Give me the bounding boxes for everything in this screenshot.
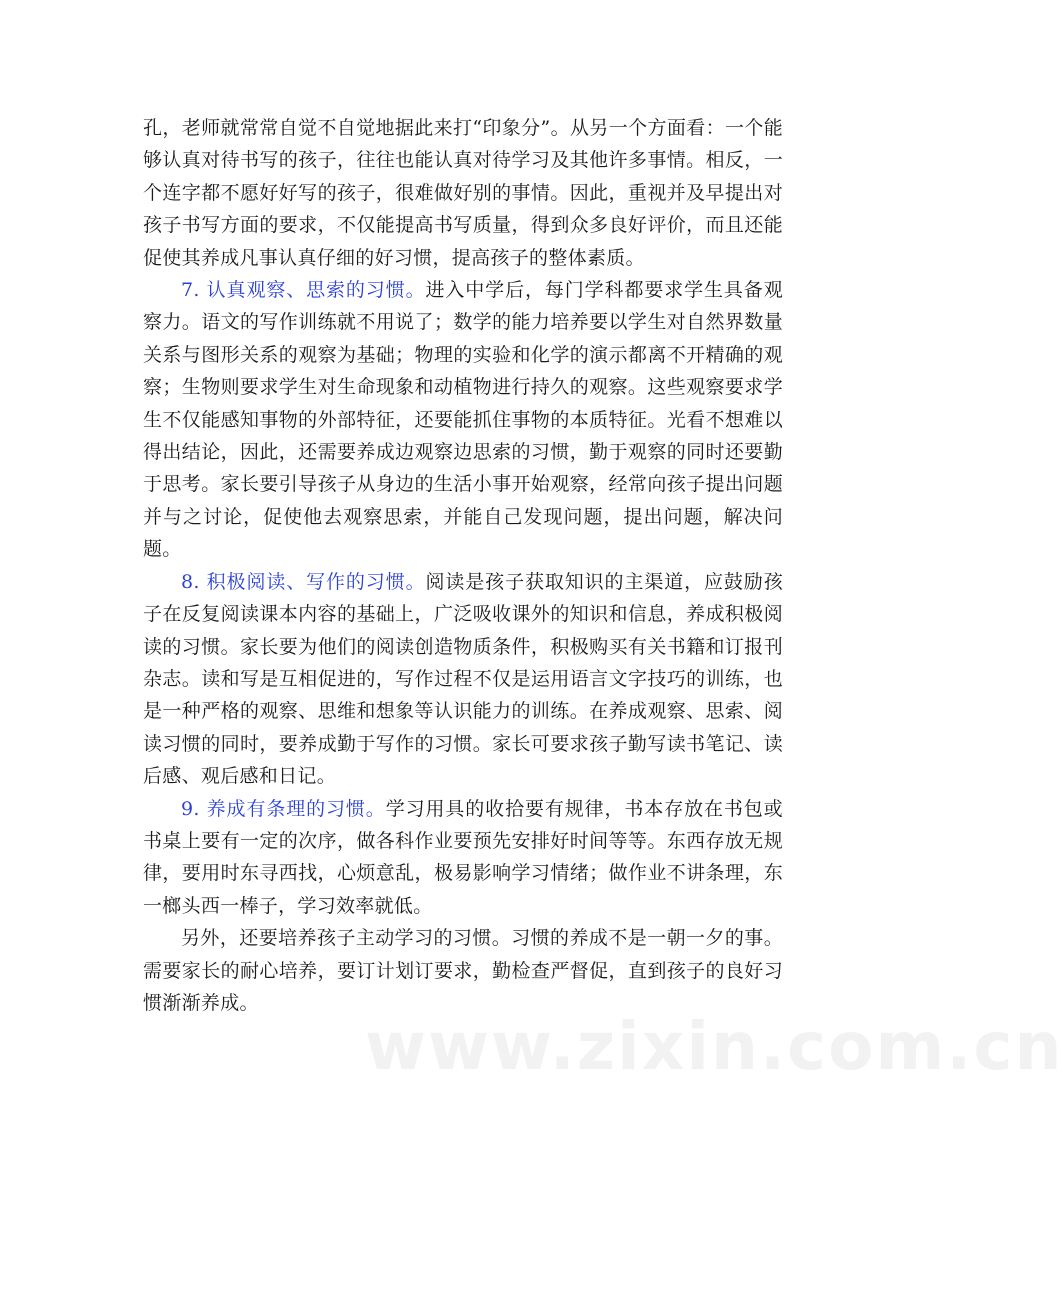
section-heading-9: 9. 养成有条理的习惯。 bbox=[181, 797, 386, 820]
document-page bbox=[143, 112, 783, 1019]
paragraph-text: 阅读是孩子获取知识的主渠道，应鼓励孩子在反复阅读课本内容的基础上，广泛吸收课外的知识和信息，养成积极阅读的习惯。家长要为他们的阅读创造物质条件，积极购买有关书籍和订报刊杂志。读和写是互相促进的，写作过程不仅是运用语言文字技巧的训练，也是一种严格的观察、思维和想象等认识能力的训练。在养成观察、思索、阅读习惯的同时，要养成勤于写作的习惯。家长可要求孩子勤写读书笔记、读后感、观后感和日记。 bbox=[143, 570, 783, 788]
paragraph-text: 学习用具的收拾要有规律，书本存放在书包或书桌上要有一定的次序，做各科作业要预先安排好时间等等。东西存放无规律，要用时东寻西找，心烦意乱，极易影响学习情绪；做作业不讲条理，东一榔头西一棒子，学习效率就低。 bbox=[143, 797, 783, 917]
section-heading-7: 7. 认真观察、思索的习惯。 bbox=[181, 279, 426, 302]
paragraph-reading-habit bbox=[143, 566, 783, 793]
paragraph-text: 另外，还要培养孩子主动学习的习惯。习惯的养成不是一朝一夕的事。需要家长的耐心培养，要订计划订要求，勤检查严督促，直到孩子的良好习惯渐渐养成。 bbox=[143, 927, 783, 1014]
watermark-text: www.zixin.com.cn bbox=[365, 1008, 1063, 1085]
paragraph-orderly-habit bbox=[143, 793, 783, 923]
paragraph-text: 孔，老师就常常自觉不自觉地据此来打“印象分”。从另一个方面看：一个能够认真对待书写的孩子，往往也能认真对待学习及其他许多事情。相反，一个连字都不愿好好写的孩子，很难做好别的事情。因此，重视并及早提出对孩子书写方面的要求，不仅能提高书写质量，得到众多良好评价，而且还能促使其养成凡事认真仔细的好习惯，提高孩子的整体素质。 bbox=[143, 117, 783, 269]
paragraph-observation-habit bbox=[143, 274, 783, 566]
section-heading-8: 8. 积极阅读、写作的习惯。 bbox=[181, 570, 426, 593]
paragraph-continuation bbox=[143, 112, 783, 274]
paragraph-text: 进入中学后，每门学科都要求学生具备观察力。语文的写作训练就不用说了；数学的能力培养要以学生对自然界数量关系与图形关系的观察为基础；物理的实验和化学的演示都离不开精确的观察；生物则要求学生对生命现象和动植物进行持久的观察。这些观察要求学生不仅能感知事物的外部特征，还要能抓住事物的本质特征。光看不想难以得出结论，因此，还需要养成边观察边思索的习惯，勤于观察的同时还要勤于思考。家长要引导孩子从身边的生活小事开始观察，经常向孩子提出问题并与之讨论，促使他去观察思索，并能自己发现问题，提出问题，解决问题。 bbox=[143, 279, 783, 561]
paragraph-closing bbox=[143, 922, 783, 1019]
